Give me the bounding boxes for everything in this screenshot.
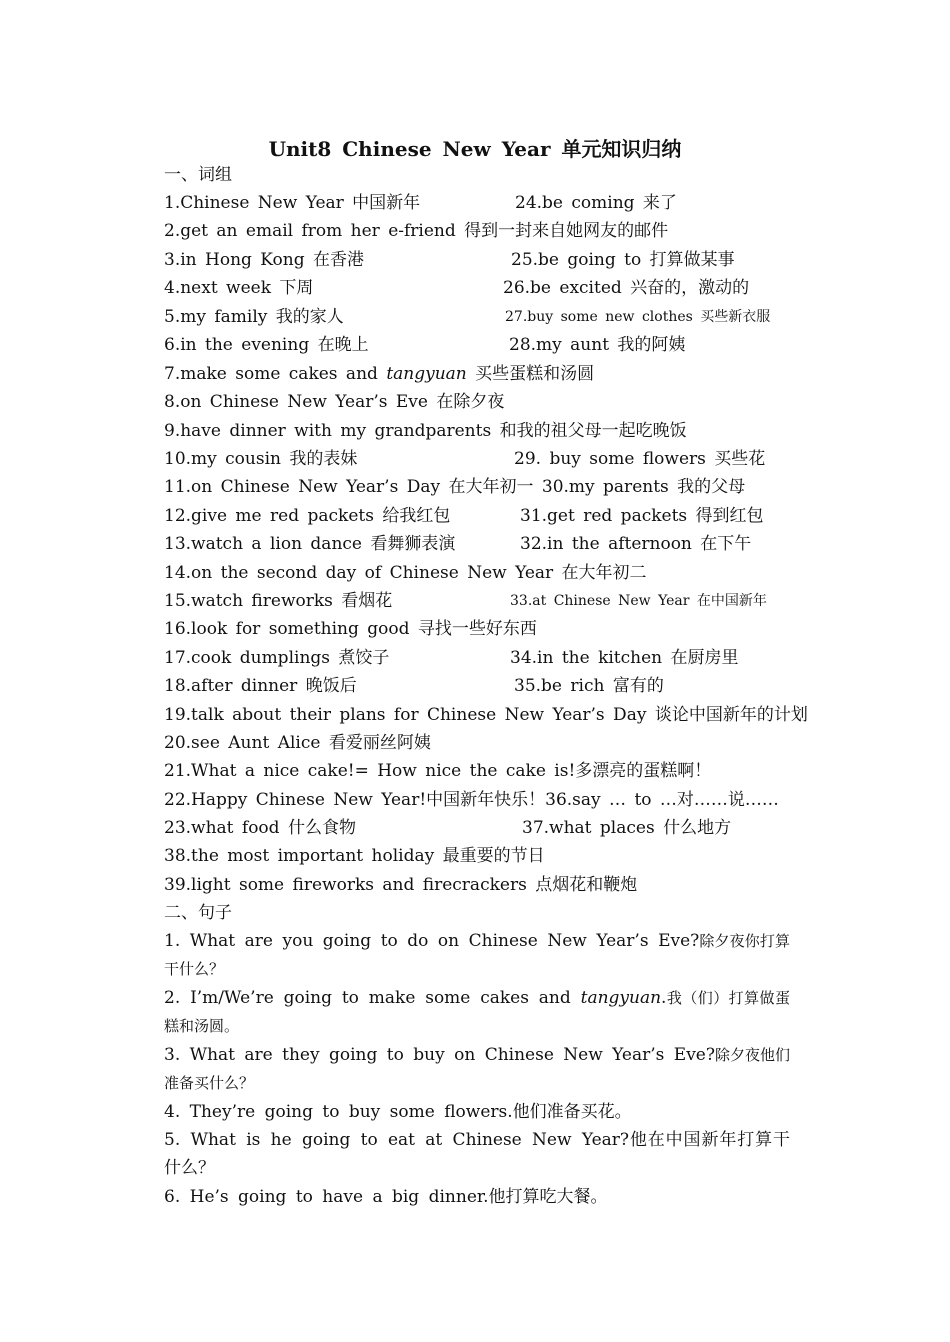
phrase-33: 33.at Chinese New Year 在中国新年 [510, 593, 767, 609]
phrase-28: 28.my aunt 我的阿姨 [509, 335, 686, 355]
sentence-3-translation: 除夕夜他们准备买什么？ [164, 1046, 790, 1092]
phrase-17: 17.cook dumplings 煮饺子 [164, 648, 390, 668]
phrase-25: 25.be going to 打算做某事 [511, 250, 735, 270]
phrase-21: 21.What a nice cake!= How nice the cake is!多漂亮的蛋糕啊！ [164, 761, 712, 781]
phrase-37: 37.what places 什么地方 [522, 818, 732, 838]
phrase-7-text: 7.make some cakes and [164, 364, 387, 384]
phrase-29: 29. buy some flowers 买些花 [514, 449, 766, 469]
phrase-24: 24.be coming 来了 [515, 193, 677, 213]
phrase-3: 3.in Hong Kong 在香港 [164, 250, 365, 270]
section-heading-phrases: 一、词组 [164, 165, 232, 185]
phrase-11: 11.on Chinese New Year’s Day 在大年初一 30.my parents 我的父母 [164, 477, 746, 497]
phrase-27: 27.buy some new clothes 买些新衣服 [505, 309, 771, 325]
phrase-4: 4.next week 下周 [164, 278, 314, 298]
phrase-18: 18.after dinner 晚饭后 [164, 676, 357, 696]
sentence-3 [164, 1041, 790, 1097]
phrase-26: 26.be excited 兴奋的，激动的 [503, 278, 750, 298]
phrase-1: 1.Chinese New Year 中国新年 [164, 193, 421, 213]
sentence-6: 6. He’s going to have a big dinner.他打算吃大餐。 [164, 1187, 608, 1207]
phrase-23: 23.what food 什么食物 [164, 818, 356, 838]
section-heading-sentences: 二、句子 [164, 903, 232, 923]
sentence-1-translation: 除夕夜你打算干什么？ [164, 932, 790, 978]
sentence-5: 5. What is he going to eat at Chinese New Year?他在中国新年打算干什么？ [164, 1130, 790, 1178]
phrase-14: 14.on the second day of Chinese New Year 在大年初二 [164, 563, 647, 583]
sentence-2 [164, 984, 790, 1040]
sentence-2-translation: 我（们）打算做蛋糕和汤圆。 [164, 989, 790, 1035]
phrase-22: 22.Happy Chinese New Year!中国新年快乐！36.say … to …对……说…… [164, 790, 779, 810]
phrase-2: 2.get an email from her e-friend 得到一封来自她网友的邮件 [164, 221, 669, 241]
phrase-16: 16.look for something good 寻找一些好东西 [164, 619, 537, 639]
phrase-19: 19.talk about their plans for Chinese New Year’s Day 谈论中国新年的计划 [164, 705, 808, 725]
phrase-34: 34.in the kitchen 在厨房里 [510, 648, 739, 668]
sentence-2-text: 2. I’m/We’re going to make some cakes and [164, 988, 581, 1008]
phrase-9: 9.have dinner with my grandparents 和我的祖父母一起吃晚饭 [164, 421, 687, 441]
phrase-7 [164, 362, 594, 386]
sentence-4: 4. They’re going to buy some flowers.他们准备买花。 [164, 1102, 632, 1122]
sentence-1 [164, 927, 790, 983]
phrase-32: 32.in the afternoon 在下午 [520, 534, 752, 554]
phrase-20: 20.see Aunt Alice 看爱丽丝阿姨 [164, 733, 431, 753]
sentence-2-period: . [661, 988, 667, 1008]
sentence-2-italic: tangyuan [580, 988, 662, 1008]
phrase-13: 13.watch a lion dance 看舞狮表演 [164, 534, 456, 554]
phrase-35: 35.be rich 富有的 [514, 676, 664, 696]
sentence-1-text: 1. What are you going to do on Chinese New Year’s Eve? [164, 931, 700, 951]
phrase-5: 5.my family 我的家人 [164, 307, 344, 327]
phrase-39: 39.light some fireworks and firecrackers 点烟花和鞭炮 [164, 875, 638, 895]
phrase-31: 31.get red packets 得到红包 [520, 506, 764, 526]
phrase-7-cn: 买些蛋糕和汤圆 [466, 364, 595, 384]
phrase-6: 6.in the evening 在晚上 [164, 335, 369, 355]
phrase-8: 8.on Chinese New Year’s Eve 在除夕夜 [164, 392, 505, 412]
sentence-3-text: 3. What are they going to buy on Chinese New Year’s Eve? [164, 1045, 715, 1065]
phrase-15: 15.watch fireworks 看烟花 [164, 591, 393, 611]
phrase-10: 10.my cousin 我的表妹 [164, 449, 358, 469]
page-title: Unit8 Chinese New Year 单元知识归纳 [268, 137, 682, 161]
phrase-12: 12.give me red packets 给我红包 [164, 506, 451, 526]
phrase-7-italic: tangyuan [386, 364, 467, 384]
phrase-38: 38.the most important holiday 最重要的节日 [164, 846, 545, 866]
